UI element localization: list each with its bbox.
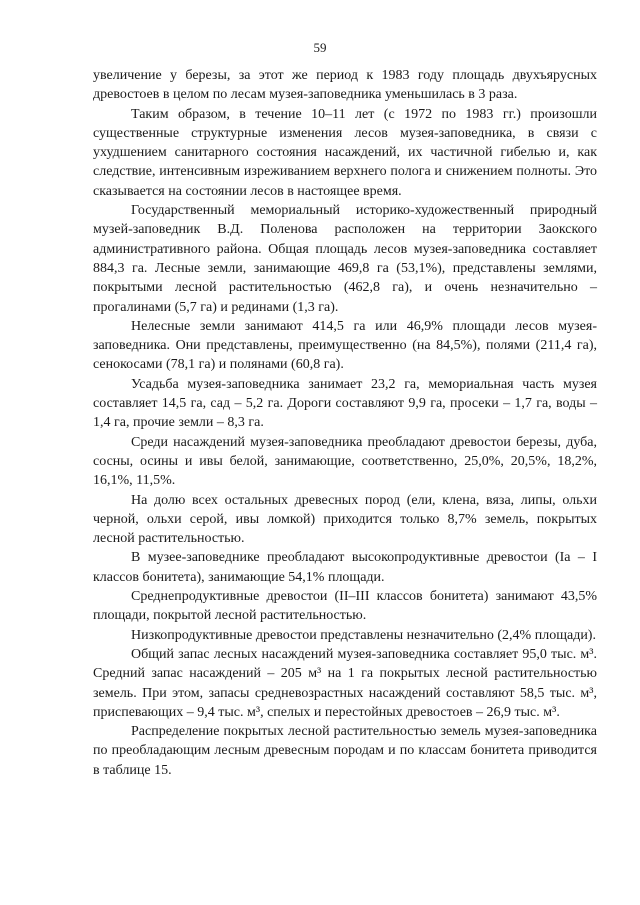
paragraph-7: На долю всех остальных древесных пород (ели, клена, вяза, липы, ольхи черной, ольхи серой, ивы ломкой) приходится только 8,7% земель, покрытых лесной растительностью. — [93, 492, 597, 547]
paragraph-9: Среднепродуктивные древостои (II–III классов бонитета) занимают 43,5% площади, покрытой лесной растительностью. — [93, 589, 597, 624]
paragraph-10: Низкопродуктивные древостои представлены незначительно (2,4% площади). — [131, 627, 596, 643]
paragraph-4: Нелесные земли занимают 414,5 га или 46,9% площади лесов музея-заповедника. Они представлены, преимущественно (на 84,5%), полями (211,4 га), сенокосами (78,1 га) и полянами (60,8 га). — [93, 318, 597, 373]
paragraph-8: В музее-заповеднике преобладают высокопродуктивные древостои (Ia – I классов бонитета), занимающие 54,1% площади. — [93, 550, 597, 585]
body-text — [93, 66, 597, 780]
paragraph-1: увеличение у березы, за этот же период к 1983 году площадь двухъярусных древостоев в целом по лесам музея-заповедника уменьшилась в 3 раза. — [93, 68, 597, 103]
paragraph-11: Общий запас лесных насаждений музея-заповедника составляет 95,0 тыс. м³. Средний запас насаждений – 205 м³ на 1 га покрытых лесной растительностью земель. При этом, запасы средневозрастных насаждений составляют 58,5 тыс. м³, приспевающих – 9,4 тыс. м³, спелых и перестойных древостоев – 26,9 тыс. м³. — [93, 646, 597, 720]
paragraph-2: Таким образом, в течение 10–11 лет (с 1972 по 1983 гг.) произошли существенные структурные изменения лесов музея-заповедника, в связи с ухудшением санитарного состояния насаждений, их частичной гибелью и, как следствие, интенсивным изреживанием верхнего полога и снижением полноты. Это сказывается на состоянии лесов в настоящее время. — [93, 106, 597, 199]
paragraph-5: Усадьба музея-заповедника занимает 23,2 га, мемориальная часть музея составляет 14,5 га, сад – 5,2 га. Дороги составляют 9,9 га, просеки – 1,7 га, воды – 1,4 га, прочие земли – 8,3 га. — [93, 376, 597, 431]
paragraph-6: Среди насаждений музея-заповедника преобладают древостои березы, дуба, сосны, осины и ивы белой, занимающие, соответственно, 25,0%, 20,5%, 18,2%, 16,1%, 11,5%. — [93, 434, 597, 489]
page-number: 59 — [313, 40, 327, 55]
paragraph-3: Государственный мемориальный историко-художественный природный музей-заповедник В.Д. Поленова расположен на территории Заокского административного района. Общая площадь лесов музея-заповедника составляет 884,3 га. Лесные земли, занимающие 469,8 га (53,1%), представлены землями, покрытыми лесной растительностью (462,8 га), и очень незначительно – прогалинами (5,7 га) и рединами (1,3 га). — [93, 203, 597, 315]
paragraph-12: Распределение покрытых лесной растительностью земель музея-заповедника по преобладающим лесным древесным породам и по классам бонитета приводится в таблице 15. — [93, 724, 597, 778]
